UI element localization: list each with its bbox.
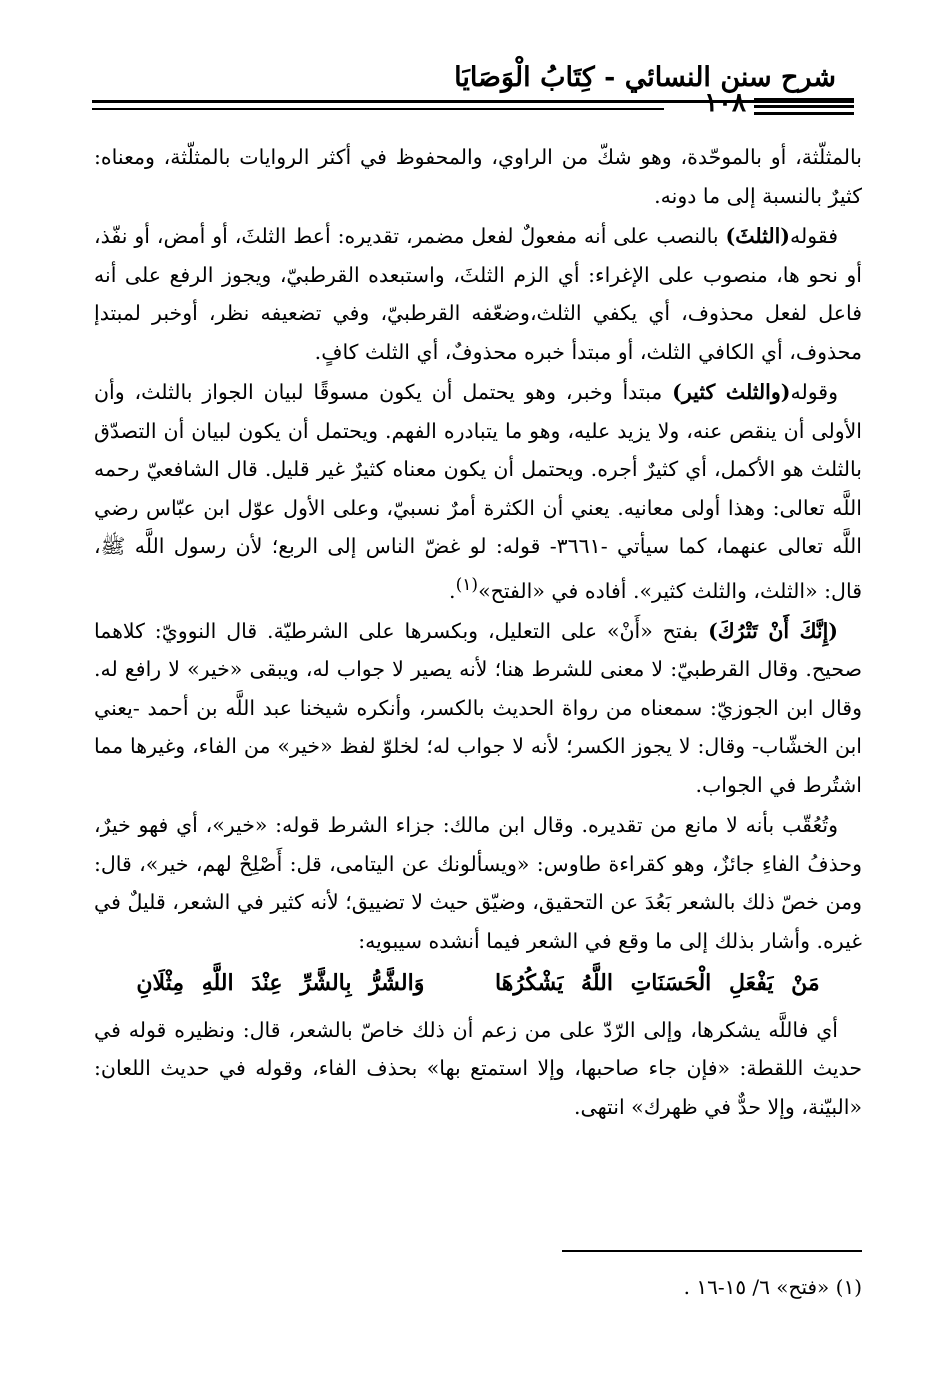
- footnote: (١) «فتح» ٦/ ١٥-١٦ .: [683, 1275, 862, 1299]
- paragraph-1: بالمثلّثة، أو بالموحّدة، وهو شكّ من الراوي، والمحفوظ في أكثر الروايات بالمثلّثة، ومعناه: كثيرٌ بالنسبة إلى ما دونه.: [94, 145, 862, 208]
- term-innaka: (إِنَّكَ أَنْ تَتْرُكَ): [708, 618, 838, 643]
- page-number: ١٠٨: [704, 88, 746, 118]
- page-number-rule: [92, 108, 664, 110]
- paragraph-2: فقوله(الثلثَ) بالنصب على أنه مفعولٌ لفعل مضمر، تقديره: أعط الثلثَ، أو أمض، أو نفّذ، أو نحو ها، منصوب على الإغراء: أي الزم الثلثَ، واستبعده القرطبيّ، ويجوز الرفع على أنه فاعل لفعل محذوف، أي يكفي الثلث،وضعّفه القرطبيّ، وفي تضعيفه نظر، أوخبر لمبتدإ محذوف، أي الكافي الثلث، أو مبتدأ خبره محذوفٌ، أي الثلث كافٍ.: [94, 224, 862, 364]
- running-title: شرح سنن النسائي - كِتَابُ الْوَصَايَا: [454, 62, 836, 93]
- body-text: [94, 138, 862, 1128]
- page-number-row: [92, 90, 854, 120]
- footnote-ref: (١): [455, 574, 479, 595]
- paragraph-3: وقوله(والثلث كثير) مبتدأ وخبر، وهو يحتمل أن يكون مسوقًا لبيان الجواز بالثلث، وأن الأولى أن ينقص عنه، ولا يزيد عليه، وهو ما يتبادره الفهم. ويحتمل أن يكون لبيان أن التصدّق بالثلث هو الأكمل، أي كثيرٌ أجره. ويحتمل أن يكون معناه كثيرٌ غير قليل. قال الشافعيّ رحمه اللَّه تعالى: وهذا أولى معانيه. يعني أن الكثرة أمرٌ نسبيّ، وعلى الأول عوّل ابن عبّاس رضي اللَّه تعالى عنهما، كما سيأتي -٣٦٦١- قوله: لو غضّ الناس إلى الربع؛ لأن رسول اللَّه ﷺ، قال: «الثلث، والثلث كثير». أفاده في «الفتح»$^{(١)}$.: [94, 380, 862, 603]
- poetry-verse: [94, 964, 862, 1003]
- paragraph-5: وتُعُقّب بأنه لا مانع من تقديره. وقال ابن مالك: جزاء الشرط قوله: «خير»، أي فهو خيرٌ، وحذفُ الفاءِ جائزٌ، وهو كقراءة طاوس: «ويسألونك عن اليتامى، قل: أَصْلِحْ لهم، خير»، قال: ومن خصّ ذلك بالشعر بَعُدَ عن التحقيق، وضيّق حيث لا تضييق؛ لأنه كثير في الشعر، قليلٌ في غيره. وأشار بذلك إلى ما وقع في الشعر فيما أنشده سيبويه:: [94, 813, 862, 953]
- paragraph-6: أي فاللَّه يشكرها، وإلى الرّدّ على من زعم أن ذلك خاصّ بالشعر، قال: ونظيره قوله في حديث اللقطة: «فإن جاء صاحبها، وإلا استمتع بها» بحذف الفاء، وقوله في حديث اللعان: «البيّنة، وإلا حدٌّ في ظهرك» انتهى.: [94, 1017, 862, 1119]
- verse-first-hemistich: مَنْ يَفْعَلِ الْحَسَنَاتِ اللَّهُ يَشْكُرُهَا: [495, 970, 820, 997]
- decorative-bars: [754, 98, 854, 119]
- paragraph-4: (إِنَّكَ أَنْ تَتْرُكَ) بفتح «أَنْ» على التعليل، وبكسرها على الشرطيّة. قال النوويّ: كلاهما صحيح. وقال القرطبيّ: لا معنى للشرط هنا؛ لأنه يصير لا جواب له، ويبقى «خير» لا رافع له. وقال ابن الجوزيّ: سمعناه من رواة الحديث بالكسر، وأنكره شيخنا عبد اللَّه بن أحمد -يعني ابن الخشّاب- وقال: لا يجوز الكسر؛ لأنه لا جواب له؛ لخلوّ لفظ «خير» من الفاء، وغيرها مما اشتُرط في الجواب.: [94, 618, 862, 797]
- term-thulth: (الثلثَ): [725, 224, 790, 248]
- term-thulth-kathir: (والثلث كثير): [672, 380, 791, 404]
- footnote-rule: [562, 1250, 862, 1252]
- verse-second-hemistich: وَالشَّرُّ بِالشَّرِّ عِنْدَ اللَّهِ مِثْلَانِ: [136, 970, 425, 997]
